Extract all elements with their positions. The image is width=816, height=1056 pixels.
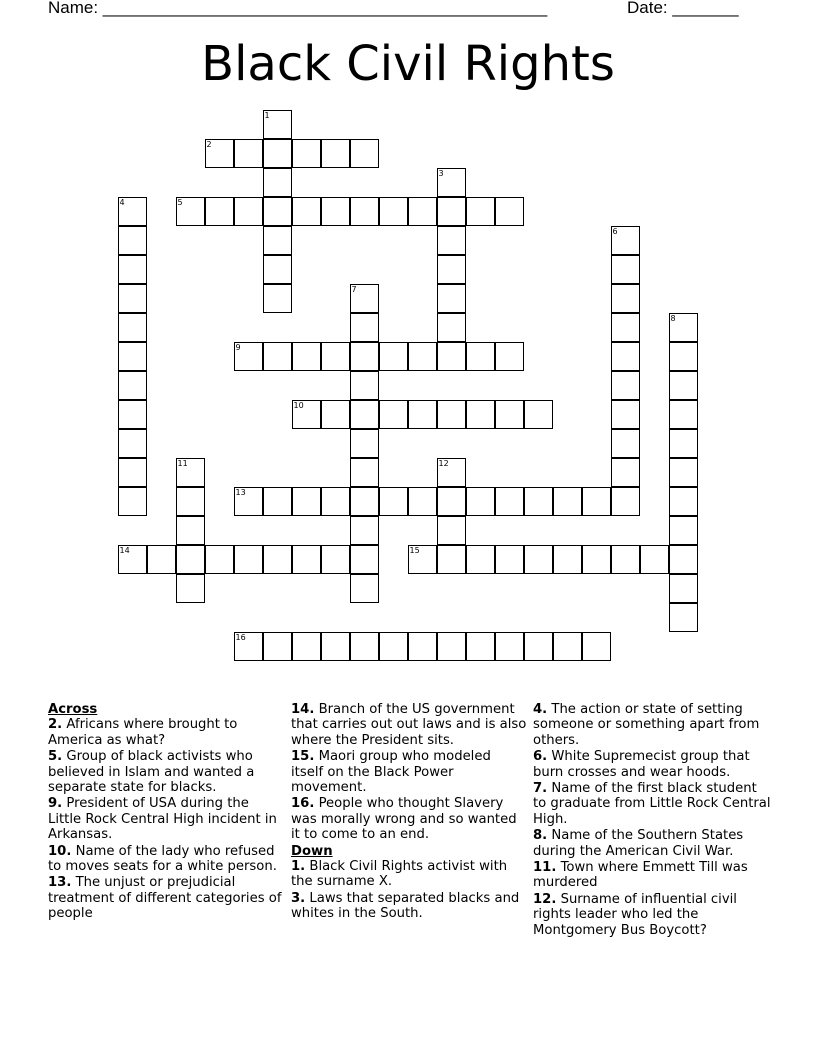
cell-number: 7 [351,285,357,294]
grid-cell [350,545,379,574]
clue-number: 4. [533,702,548,717]
grid-cell [321,342,350,371]
clue-across-9 [48,796,284,842]
grid-cell [495,400,524,429]
grid-cell [118,255,147,284]
grid-cell [321,632,350,661]
grid-cell [350,516,379,545]
grid-cell [524,632,553,661]
grid-cell [321,487,350,516]
clue-across-13 [48,875,284,921]
grid-cell [263,545,292,574]
grid-cell [611,342,640,371]
grid-cell [437,284,466,313]
grid-cell [408,400,437,429]
grid-cell [466,487,495,516]
cell-number: 10 [293,401,304,410]
clue-down-6 [533,749,773,780]
clue-text: The unjust or prejudicial treatment of different categories of people [48,875,282,922]
cell-number: 5 [177,198,183,207]
grid-cell [234,545,263,574]
grid-cell [350,429,379,458]
grid-cell [553,487,582,516]
grid-cell [118,226,147,255]
grid-cell [350,632,379,661]
grid-cell [118,313,147,342]
grid-cell [408,342,437,371]
grid-cell [263,632,292,661]
grid-cell [524,487,553,516]
clue-number: 16. [291,796,315,812]
grid-cell [611,429,640,458]
grid-cell [669,371,698,400]
clue-down-1 [291,859,527,890]
grid-cell [292,632,321,661]
grid-cell [234,197,263,226]
clue-across-5 [48,749,284,795]
grid-cell [176,487,205,516]
grid-cell [437,545,466,574]
grid-cell [263,487,292,516]
grid-cell [118,371,147,400]
grid-cell [118,342,147,371]
grid-cell [205,197,234,226]
grid-cell [466,545,495,574]
grid-cell [205,545,234,574]
clue-text: Laws that separated blacks and whites in the South. [291,890,520,922]
grid-cell [379,400,408,429]
grid-cell [292,487,321,516]
clue-text: Group of black activists who believed in Islam and wanted a separate state for blacks. [48,749,255,796]
cell-number: 1 [264,111,270,120]
clue-text: The action or state of setting someone or something apart from others. [533,702,760,748]
grid-cell [611,487,640,516]
grid-cell [147,545,176,574]
grid-cell [437,400,466,429]
clue-text: White Supremecist group that burn crosses and wear hoods. [533,749,750,780]
cell-number: 13 [235,488,246,497]
clue-text: People who thought Slavery was morally wrong and so wanted it to come to an end. [291,796,517,843]
grid-cell [292,197,321,226]
clue-number: 7. [533,781,548,797]
grid-cell [524,400,553,429]
grid-cell [669,545,698,574]
cell-number: 9 [235,343,241,352]
grid-cell [466,400,495,429]
cell-number: 3 [438,169,444,178]
grid-cell [176,516,205,545]
clue-text: Name of the lady who refused to moves seats for a white person. [48,843,277,875]
grid-cell [118,284,147,313]
puzzle-title: Black Civil Rights [201,36,615,92]
clue-number: 3. [291,890,306,906]
clue-text: Black Civil Rights activist with the surname X. [291,859,508,890]
clue-down-12 [533,892,773,938]
grid-cell [350,487,379,516]
grid-cell [176,545,205,574]
grid-cell [611,255,640,284]
grid-cell [350,313,379,342]
grid-cell [350,574,379,603]
clue-across-16 [291,796,527,842]
clue-text: Branch of the US government that carries out out laws and is also where the President sits. [291,702,527,748]
grid-cell [350,139,379,168]
grid-cell [495,342,524,371]
grid-cell [437,197,466,226]
clue-down-11 [533,860,773,891]
clue-number: 12. [533,891,557,907]
grid-cell [669,487,698,516]
grid-cell [408,487,437,516]
clue-text: Surname of influential civil rights leader who led the Montgomery Bus Boycott? [533,891,737,938]
clues-column-3 [533,702,773,939]
cell-number: 16 [235,633,246,642]
clue-across-10 [48,844,284,875]
grid-cell [379,632,408,661]
clues-column-2 [291,702,527,923]
clue-number: 1. [291,859,306,875]
down-heading: Down [291,843,333,859]
cell-number: 6 [612,227,618,236]
grid-cell [611,458,640,487]
date-field: Date: _______ [627,0,739,17]
clue-text: Name of the Southern States during the American Civil War. [533,828,744,859]
grid-cell [176,574,205,603]
grid-cell [582,632,611,661]
cell-number: 2 [206,140,212,149]
grid-cell [437,632,466,661]
grid-cell [611,284,640,313]
grid-cell [263,197,292,226]
clue-down-3 [291,891,527,922]
across-heading: Across [48,702,98,717]
grid-cell [553,545,582,574]
grid-cell [350,197,379,226]
clue-number: 5. [48,749,63,765]
cell-number: 12 [438,459,449,468]
clue-number: 11. [533,860,557,876]
grid-cell [379,342,408,371]
grid-cell [495,197,524,226]
grid-cell [263,139,292,168]
cell-number: 14 [119,546,130,555]
grid-cell [553,632,582,661]
grid-cell [437,487,466,516]
grid-cell [669,516,698,545]
grid-cell [292,545,321,574]
grid-cell [437,516,466,545]
grid-cell [263,342,292,371]
grid-cell [321,139,350,168]
grid-cell [669,458,698,487]
clue-number: 6. [533,749,548,765]
grid-cell [321,545,350,574]
grid-cell [611,371,640,400]
grid-cell [640,545,669,574]
grid-cell [437,342,466,371]
grid-cell [408,632,437,661]
cell-number: 8 [670,314,676,323]
clue-number: 14. [291,702,315,717]
grid-cell [263,284,292,313]
grid-cell [350,400,379,429]
grid-cell [379,487,408,516]
clue-text: Africans where brought to America as what? [48,717,238,748]
grid-cell [437,226,466,255]
clue-number: 13. [48,875,72,891]
grid-cell [321,400,350,429]
cell-number: 4 [119,198,125,207]
grid-cell [582,545,611,574]
grid-cell [669,429,698,458]
grid-cell [350,342,379,371]
grid-cell [118,487,147,516]
grid-cell [495,632,524,661]
grid-cell [350,371,379,400]
grid-cell [118,400,147,429]
grid-cell [263,226,292,255]
clue-across-2 [48,717,284,748]
grid-cell [263,255,292,284]
clue-text: Maori group who modeled itself on the Black Power movement. [291,749,491,796]
grid-cell [379,197,408,226]
grid-cell [292,139,321,168]
grid-cell [234,139,263,168]
grid-cell [524,545,553,574]
cell-number: 15 [409,546,420,555]
clues-column-1 [48,702,284,923]
clue-across-14 [291,702,527,748]
clue-text: Town where Emmett Till was murdered [533,860,748,891]
name-field: Name: _______________________________________________ [48,0,548,17]
grid-cell [437,255,466,284]
clue-down-7 [533,781,773,827]
grid-cell [669,342,698,371]
grid-cell [495,487,524,516]
grid-cell [611,313,640,342]
grid-cell [350,458,379,487]
clue-number: 10. [48,843,72,859]
grid-cell [611,545,640,574]
clue-text: Name of the first black student to graduate from Little Rock Central High. [533,781,771,827]
grid-cell [437,313,466,342]
clue-text: President of USA during the Little Rock Central High incident in Arkansas. [48,796,277,843]
grid-cell [466,197,495,226]
grid-cell [118,429,147,458]
grid-cell [669,574,698,603]
grid-cell [582,487,611,516]
grid-cell [669,603,698,632]
clue-across-15 [291,749,527,795]
grid-cell [611,400,640,429]
grid-cell [495,545,524,574]
grid-cell [466,342,495,371]
clue-number: 9. [48,796,63,812]
grid-cell [263,168,292,197]
grid-cell [466,632,495,661]
grid-cell [669,400,698,429]
grid-cell [118,458,147,487]
grid-cell [408,197,437,226]
grid-cell [321,197,350,226]
clue-down-8 [533,828,773,859]
cell-number: 11 [177,459,188,468]
clue-number: 2. [48,717,63,733]
grid-cell [292,342,321,371]
clue-down-4 [533,702,773,748]
clue-number: 8. [533,828,548,844]
clue-number: 15. [291,749,315,765]
